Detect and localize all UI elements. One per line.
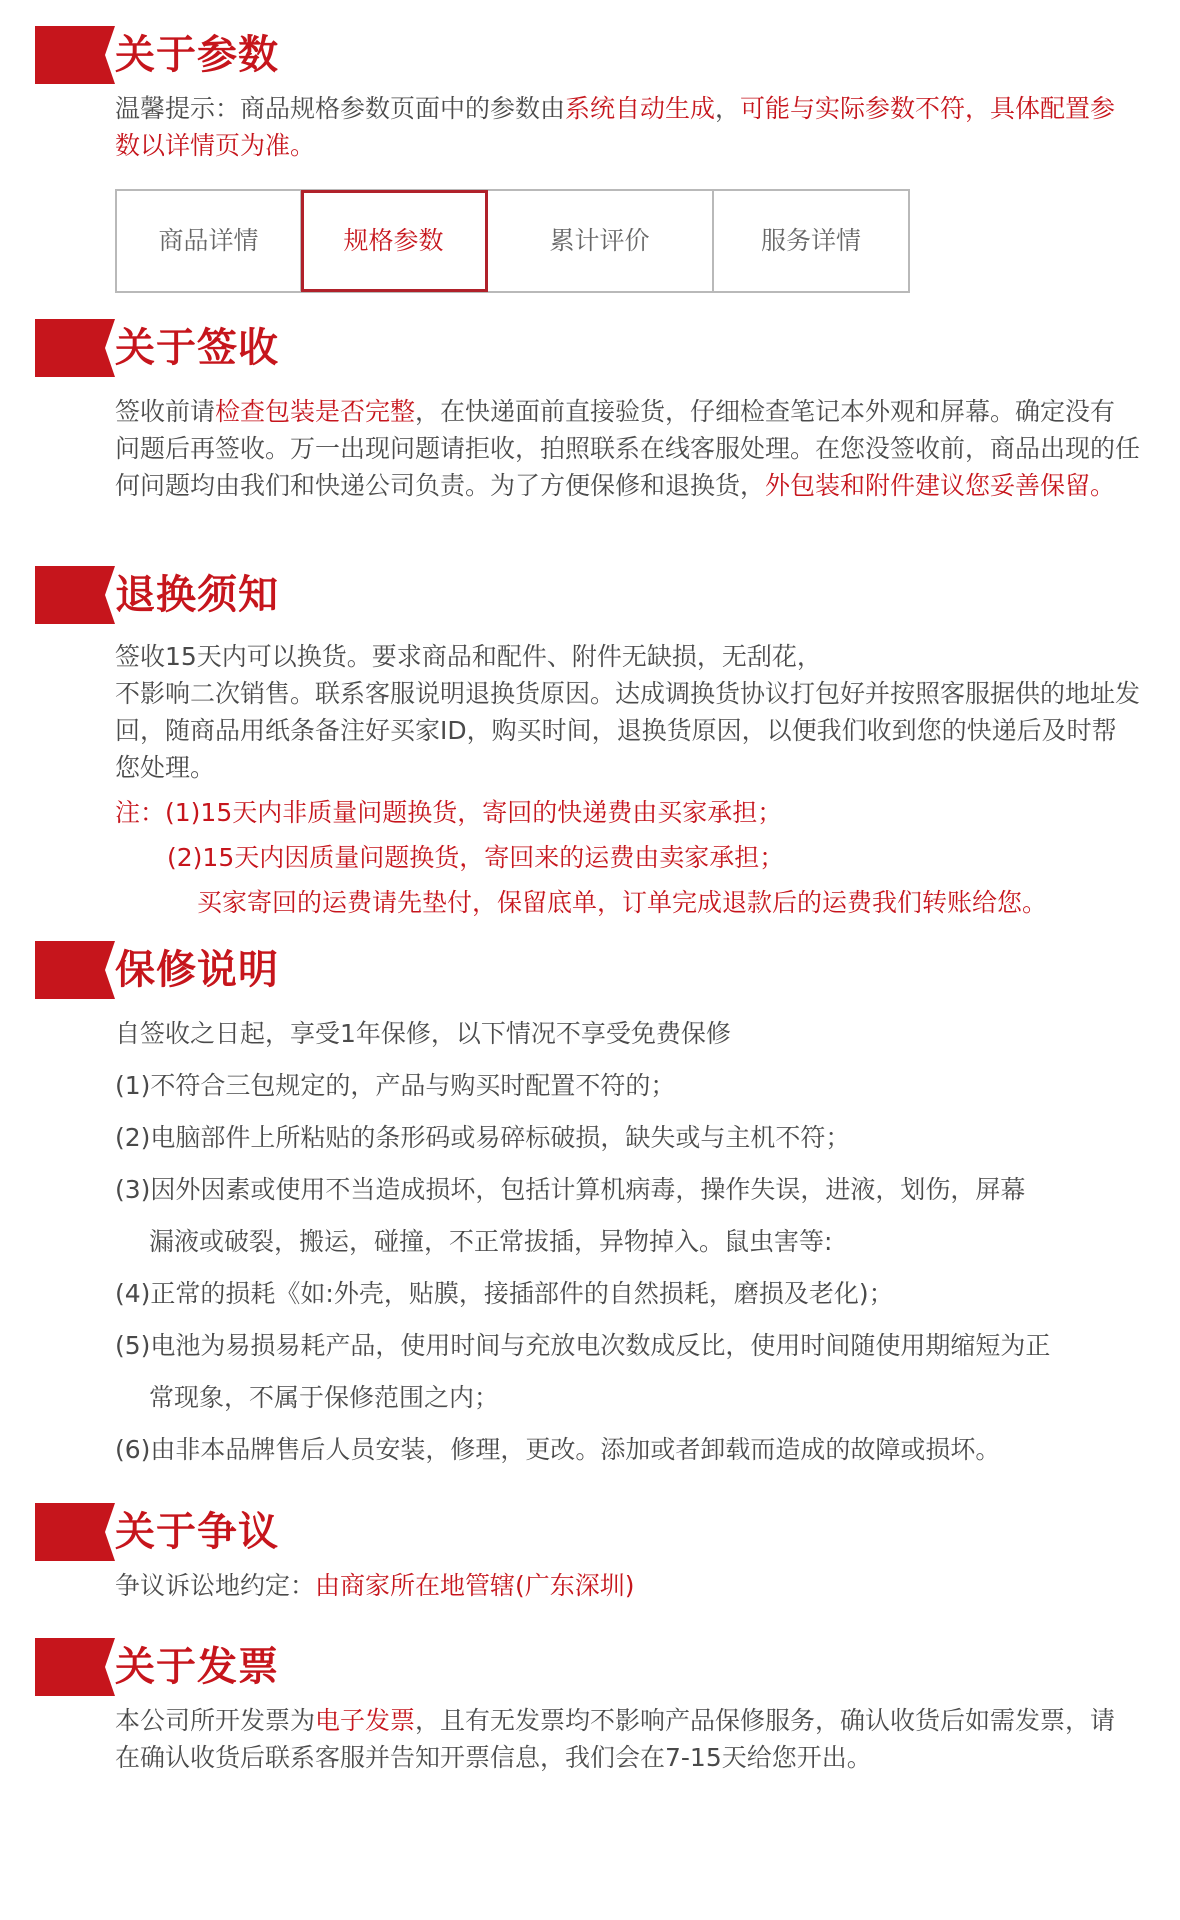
returns-note-3: 买家寄回的运费请先垫付，保留底单，订单完成退款后的运费我们转账给您。 xyxy=(197,888,1048,917)
warranty-item: (4)正常的损耗《如:外壳，贴膜，接插部件的自然损耗，磨损及老化)； xyxy=(115,1279,894,1308)
invoice-red: 电子发票 xyxy=(315,1706,416,1735)
returns-line-2: 不影响二次销售。联系客服说明退换货原因。达成调换货协议打包好并按照客服据供的地址发回，随商品用纸条备注好买家ID，购买时间，退换货原因，以便我们收到您的快递后及时帮您处理。 xyxy=(115,679,1141,782)
section-title: 关于发票 xyxy=(115,1644,279,1690)
tab-specs[interactable]: 规格参数 xyxy=(302,191,487,291)
returns-notes xyxy=(115,790,1140,925)
returns-text xyxy=(115,638,1140,925)
warranty-item: (6)由非本品牌售后人员安装，修理，更改。添加或者卸载而造成的故障或损坏。 xyxy=(115,1435,1001,1464)
section-receipt xyxy=(0,313,1180,504)
section-returns xyxy=(0,560,1180,925)
warranty-item: (2)电脑部件上所粘贴的条形码或易碎标破损，缺失或与主机不符； xyxy=(115,1123,851,1152)
tab-service-details[interactable]: 服务详情 xyxy=(760,226,861,255)
tab-reviews[interactable]: 累计评价 xyxy=(487,191,714,291)
red-arrow-marker-icon xyxy=(35,26,115,84)
section-title: 关于争议 xyxy=(115,1509,279,1555)
section-header xyxy=(0,1497,1180,1567)
section-header xyxy=(0,1632,1180,1702)
receipt-red-1: 检查包装是否完整 xyxy=(215,397,416,426)
red-arrow-marker-icon xyxy=(35,1638,115,1696)
tip-prefix: 温馨提示：商品规格参数页面中的参数由 xyxy=(115,94,566,123)
section-header xyxy=(0,20,1180,90)
tip-mid: ， xyxy=(715,94,741,123)
invoice-p1: 本公司所开发票为 xyxy=(115,1706,316,1735)
red-arrow-marker-icon xyxy=(35,1503,115,1561)
warranty-text xyxy=(115,1008,1140,1476)
dispute-prefix: 争议诉讼地约定： xyxy=(115,1571,316,1600)
tab-product-details[interactable]: 商品详情 xyxy=(117,191,302,291)
section-header xyxy=(0,935,1180,1005)
returns-note-2: (2)15天内因质量问题换货，寄回来的运费由卖家承担； xyxy=(167,843,785,872)
warranty-item: (1)不符合三包规定的，产品与购买时配置不符的； xyxy=(115,1071,676,1100)
section-title: 退换须知 xyxy=(115,572,279,618)
warranty-item: (3)因外因素或使用不当造成损坏，包括计算机病毒，操作失误，进液，划伤，屏幕 xyxy=(115,1175,1026,1204)
returns-note-1: 注：(1)15天内非质量问题换货，寄回的快递费由买家承担； xyxy=(115,798,783,827)
section-invoice xyxy=(0,1632,1180,1776)
section-header xyxy=(0,560,1180,630)
section-warranty xyxy=(0,935,1180,1476)
warranty-intro: 自签收之日起，享受1年保修，以下情况不享受免费保修 xyxy=(115,1019,731,1048)
invoice-text xyxy=(115,1702,1140,1776)
invoice-p2: ，且有无发票均不影响产品保修服务，确认收货后如需发票，请在确认收货后联系客服并告知开票信息，我们会在7-15天给您开出。 xyxy=(115,1706,1116,1772)
product-tabs xyxy=(115,189,910,293)
warranty-item-continued: 漏液或破裂，搬运，碰撞，不正常拔插，异物掉入。鼠虫害等: xyxy=(149,1227,833,1256)
receipt-text xyxy=(115,393,1140,504)
params-tip xyxy=(115,90,1140,293)
section-header xyxy=(0,313,1180,383)
dispute-red: 由商家所在地管辖(广东深圳) xyxy=(315,1571,635,1600)
section-title: 关于参数 xyxy=(115,32,279,78)
section-params xyxy=(0,20,1180,293)
dispute-text xyxy=(115,1567,1140,1604)
tip-red-1: 系统自动生成 xyxy=(565,94,716,123)
warranty-item: (5)电池为易损易耗产品，使用时间与充放电次数成反比，使用时间随使用期缩短为正 xyxy=(115,1331,1051,1360)
receipt-red-2: 外包装和附件建议您妥善保留。 xyxy=(765,471,1116,500)
warranty-item-continued: 常现象，不属于保修范围之内； xyxy=(149,1383,500,1412)
red-arrow-marker-icon xyxy=(35,319,115,377)
section-title: 关于签收 xyxy=(115,325,279,371)
section-dispute xyxy=(0,1497,1180,1604)
receipt-p1: 签收前请 xyxy=(115,397,216,426)
red-arrow-marker-icon xyxy=(35,941,115,999)
section-title: 保修说明 xyxy=(115,947,279,993)
receipt-p2: ，在快递面前直接验货，仔细检查笔记本外观和屏幕。确定没有问题后再签收。万一出现问题请拒收，拍照联系在线客服处理。在您没签收前，商品出现的任何问题均由我们和快递公司负责。为了方便保修和退换货， xyxy=(115,397,1141,500)
returns-line-1: 签收15天内可以换货。要求商品和配件、附件无缺损，无刮花， xyxy=(115,642,822,671)
red-arrow-marker-icon xyxy=(35,566,115,624)
tip-red-2: 可能与实际参数不符，具体配置参数以详情页为准。 xyxy=(115,94,1116,160)
